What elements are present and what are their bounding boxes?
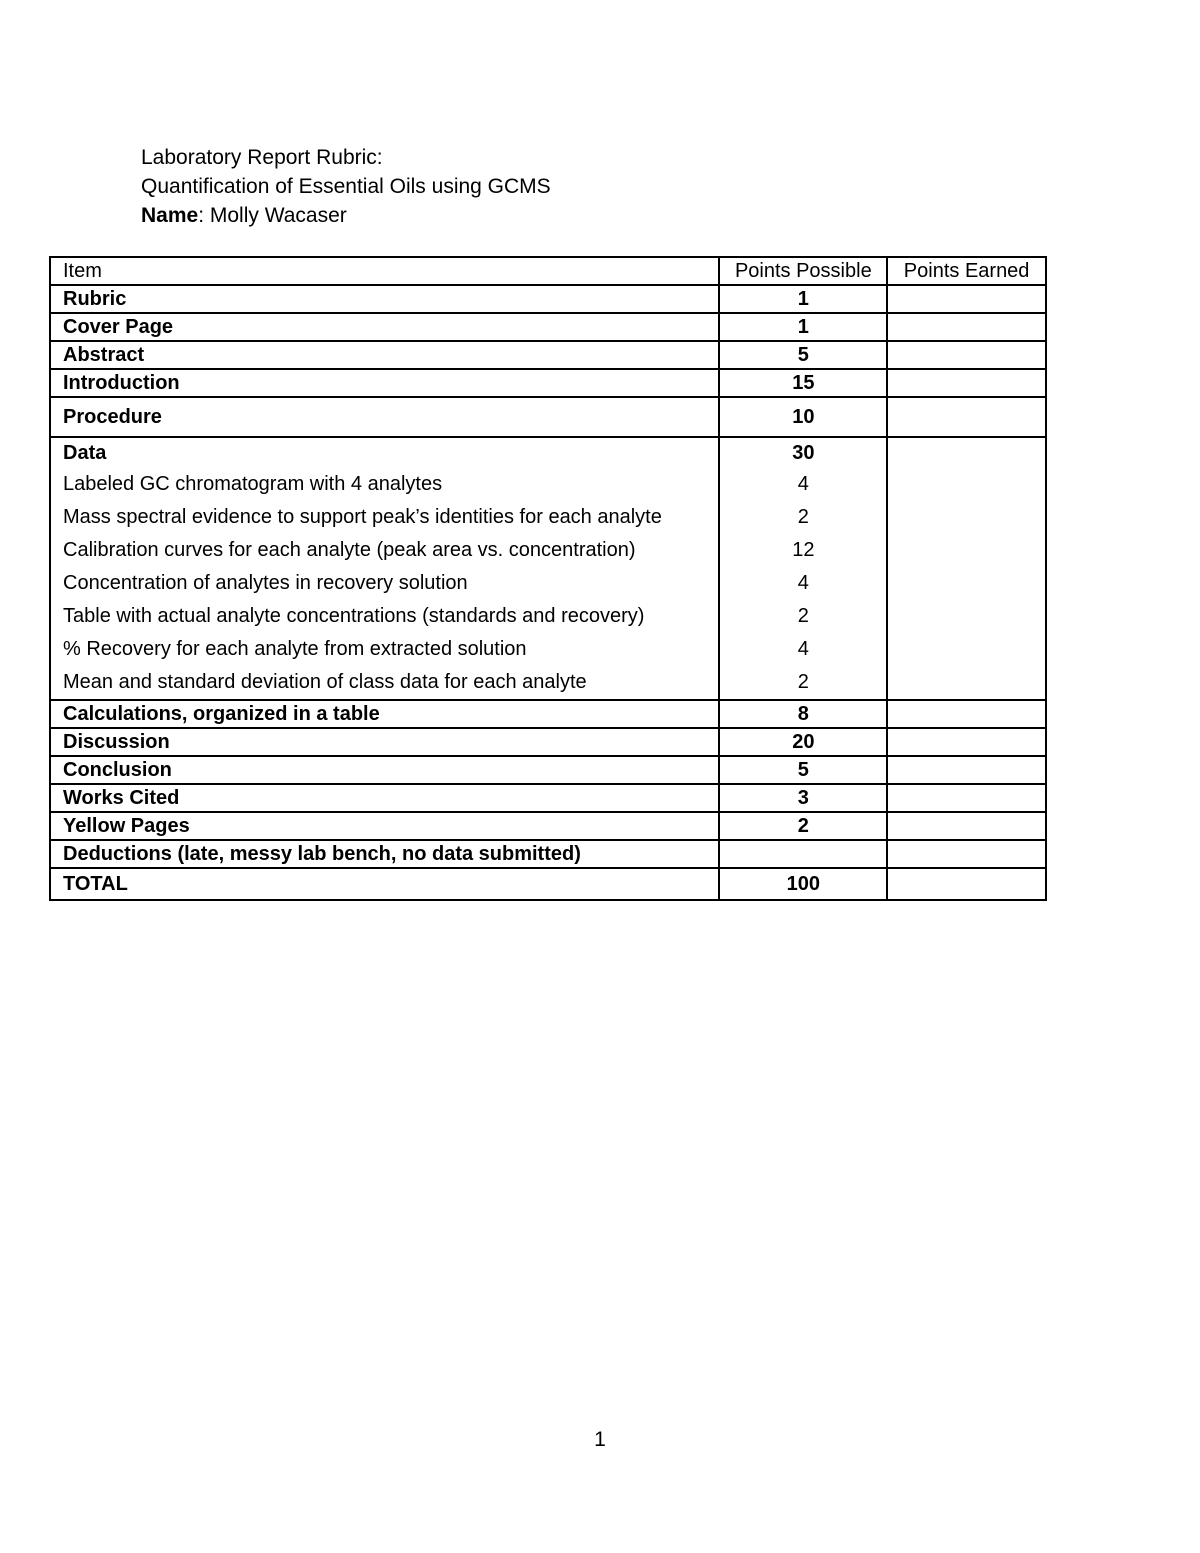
total-row (50, 868, 1046, 900)
data-subitem: Concentration of analytes in recovery solution (63, 572, 468, 594)
document-header (141, 143, 551, 230)
data-subitem: Mean and standard deviation of class data for each analyte (63, 671, 587, 693)
total-label: TOTAL (50, 868, 719, 900)
row-points: 5 (719, 756, 887, 784)
data-subitem: Labeled GC chromatogram with 4 analytes (63, 473, 443, 495)
row-item: Rubric (50, 285, 719, 313)
data-subitem-points: 4 (797, 572, 809, 594)
total-points: 100 (719, 868, 887, 900)
data-subitem: % Recovery for each analyte from extracted solution (63, 638, 527, 660)
row-points-earned[interactable] (887, 313, 1046, 341)
data-subitem: Table with actual analyte concentrations (standards and recovery) (63, 605, 645, 627)
student-name: : Molly Wacaser (198, 204, 347, 227)
data-section-points (719, 437, 887, 700)
total-points-earned[interactable] (887, 868, 1046, 900)
row-points-earned[interactable] (887, 756, 1046, 784)
row-points-earned[interactable] (887, 812, 1046, 840)
data-section-title: Data (63, 442, 107, 464)
table-row (50, 369, 1046, 397)
table-row (50, 341, 1046, 369)
row-points-earned[interactable] (887, 700, 1046, 728)
row-points: 8 (719, 700, 887, 728)
row-points: 20 (719, 728, 887, 756)
row-points: 1 (719, 313, 887, 341)
row-item: Works Cited (50, 784, 719, 812)
row-points (719, 840, 887, 868)
student-name-line (141, 201, 551, 230)
column-header-item: Item (50, 257, 719, 285)
row-points: 3 (719, 784, 887, 812)
table-row (50, 784, 1046, 812)
table-row (50, 285, 1046, 313)
table-row (50, 728, 1046, 756)
data-subitem-points: 2 (797, 506, 809, 528)
row-item: Procedure (50, 397, 719, 437)
table-row (50, 812, 1046, 840)
rubric-subtitle: Quantification of Essential Oils using GCMS (141, 175, 551, 198)
row-points: 1 (719, 285, 887, 313)
row-item: Conclusion (50, 756, 719, 784)
row-points: 2 (719, 812, 887, 840)
data-section-items (50, 437, 719, 700)
column-header-points-earned: Points Earned (887, 257, 1046, 285)
row-item: Introduction (50, 369, 719, 397)
page-number: 1 (594, 1428, 606, 1451)
row-points: 15 (719, 369, 887, 397)
table-row (50, 840, 1046, 868)
column-header-points-possible: Points Possible (719, 257, 887, 285)
data-section-points-earned[interactable] (887, 437, 1046, 700)
data-subitem: Mass spectral evidence to support peak’s identities for each analyte (63, 506, 662, 528)
name-label: Name (141, 204, 199, 227)
data-section-total-points: 30 (792, 442, 815, 464)
data-subitem: Calibration curves for each analyte (peak area vs. concentration) (63, 539, 636, 561)
data-subitem-points: 2 (797, 605, 809, 627)
row-points-earned[interactable] (887, 285, 1046, 313)
row-item: Abstract (50, 341, 719, 369)
data-subitem-points: 2 (797, 671, 809, 693)
row-points-earned[interactable] (887, 369, 1046, 397)
row-item: Deductions (late, messy lab bench, no data submitted) (50, 840, 719, 868)
rubric-title: Laboratory Report Rubric: (141, 146, 383, 169)
rubric-table (49, 256, 1047, 901)
table-row (50, 313, 1046, 341)
data-subitem-points: 12 (792, 539, 815, 561)
table-row (50, 397, 1046, 437)
row-points-earned[interactable] (887, 840, 1046, 868)
row-item: Yellow Pages (50, 812, 719, 840)
table-header-row (50, 257, 1046, 285)
row-points: 10 (719, 397, 887, 437)
data-subitem-points: 4 (797, 638, 809, 660)
data-subitem-points: 4 (797, 473, 809, 495)
row-points-earned[interactable] (887, 728, 1046, 756)
row-points-earned[interactable] (887, 784, 1046, 812)
table-row (50, 756, 1046, 784)
data-section-row (50, 437, 1046, 700)
row-item: Discussion (50, 728, 719, 756)
table-row (50, 700, 1046, 728)
row-points: 5 (719, 341, 887, 369)
row-points-earned[interactable] (887, 341, 1046, 369)
row-item: Cover Page (50, 313, 719, 341)
row-points-earned[interactable] (887, 397, 1046, 437)
row-item: Calculations, organized in a table (50, 700, 719, 728)
